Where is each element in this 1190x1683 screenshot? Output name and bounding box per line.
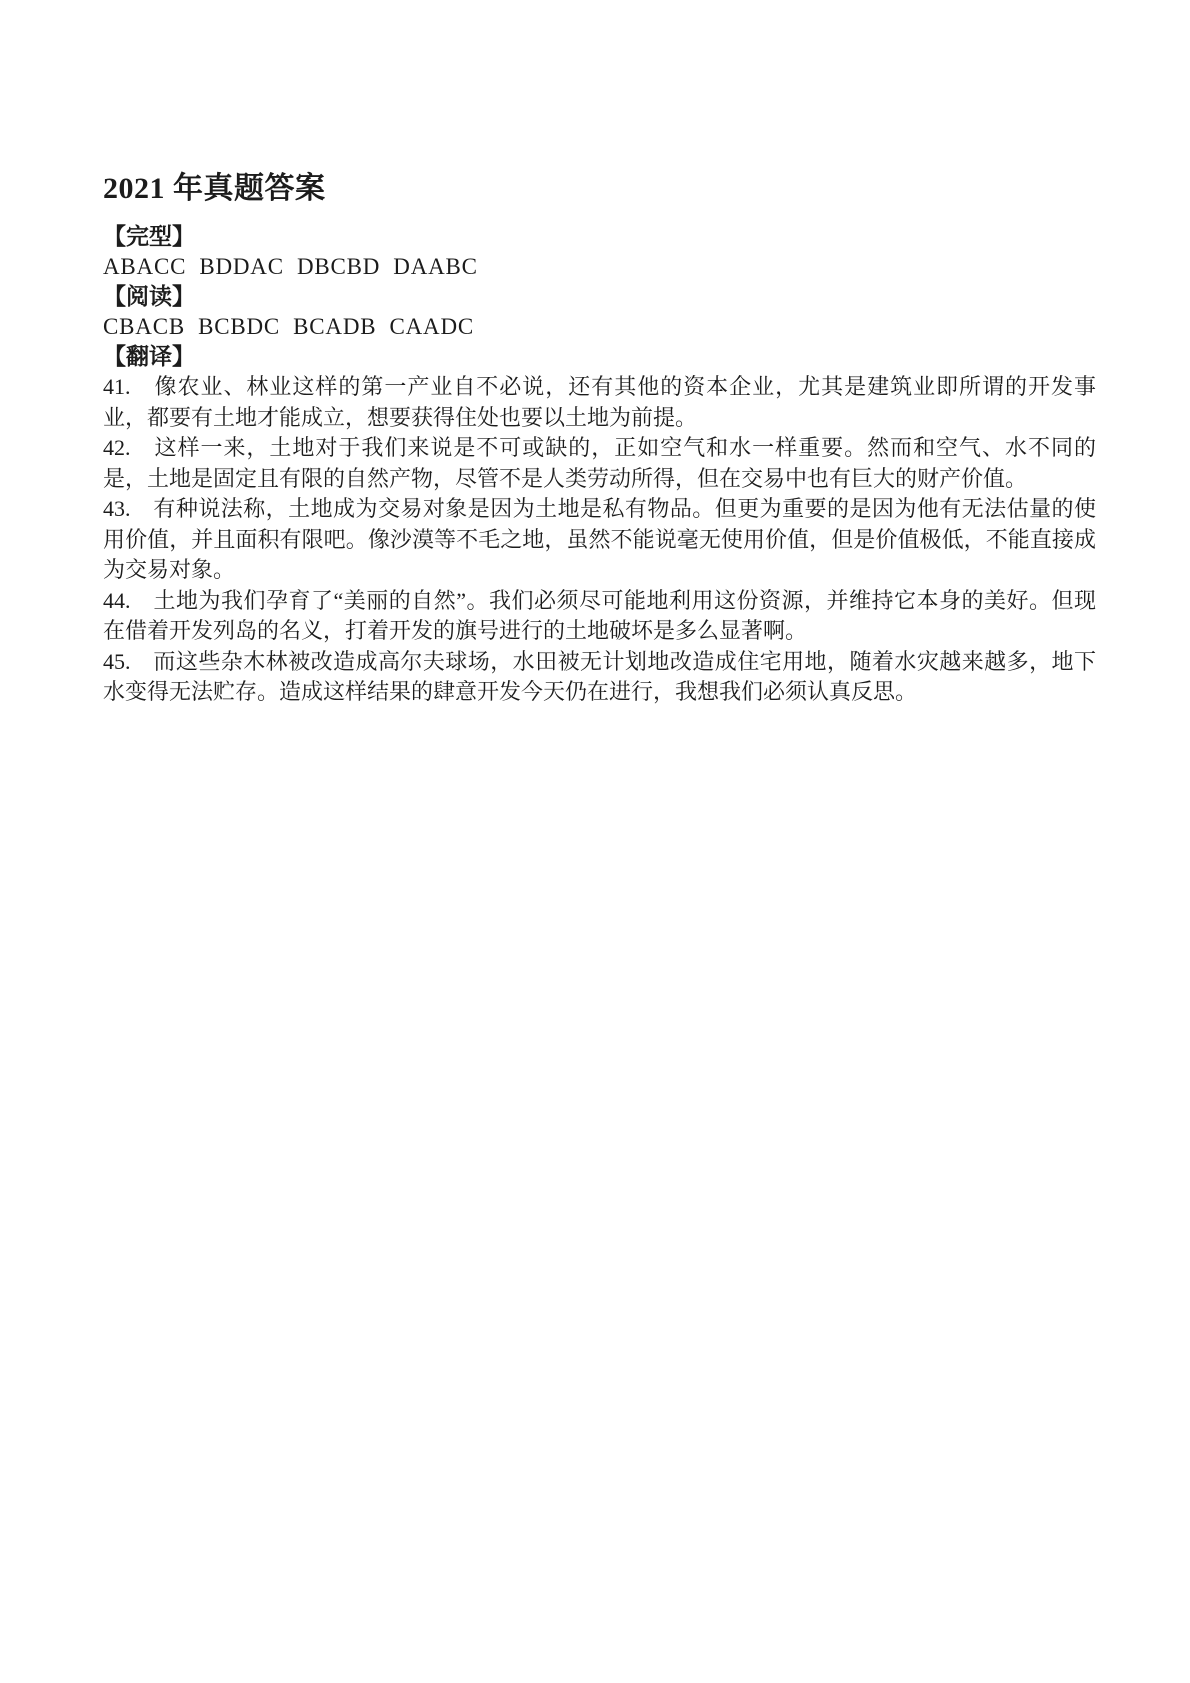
cloze-answers: ABACC BDDAC DBCBD DAABC [103,254,478,279]
translation-item-44: 44. 土地为我们孕育了“美丽的自然”。我们必须尽可能地利用这份资源，并维持它本身的美好。但现在借着开发列岛的名义，打着开发的旗号进行的土地破坏是多么显著啊。 [103,587,1096,643]
section-reading [103,282,1096,342]
cloze-section-header: 【完型】 [103,224,195,249]
page-title: 2021 年真题答案 [103,172,326,205]
translation-section-header: 【翻译】 [103,344,195,369]
translation-item-42: 42. 这样一来，土地对于我们来说是不可或缺的，正如空气和水一样重要。然而和空气、水不同的是，土地是固定且有限的自然产物，尽管不是人类劳动所得，但在交易中也有巨大的财产价值。 [103,435,1096,491]
section-cloze [103,222,1096,282]
translation-item-43: 43. 有种说法称，土地成为交易对象是因为土地是私有物品。但更为重要的是因为他有无法估量的使用价值，并且面积有限吧。像沙漠等不毛之地，虽然不能说毫无使用价值，但是价值极低，不能直接成为交易对象。 [103,496,1096,582]
section-translation [103,342,1096,708]
reading-answers: CBACB BCBDC BCADB CAADC [103,314,474,339]
translation-item-41: 41. 像农业、林业这样的第一产业自不必说，还有其他的资本企业，尤其是建筑业即所谓的开发事业，都要有土地才能成立，想要获得住处也要以土地为前提。 [103,374,1096,430]
translation-item-45: 45. 而这些杂木林被改造成高尔夫球场，水田被无计划地改造成住宅用地，随着水灾越来越多，地下水变得无法贮存。造成这样结果的肆意开发今天仍在进行，我想我们必须认真反思。 [103,648,1096,704]
reading-section-header: 【阅读】 [103,284,195,309]
